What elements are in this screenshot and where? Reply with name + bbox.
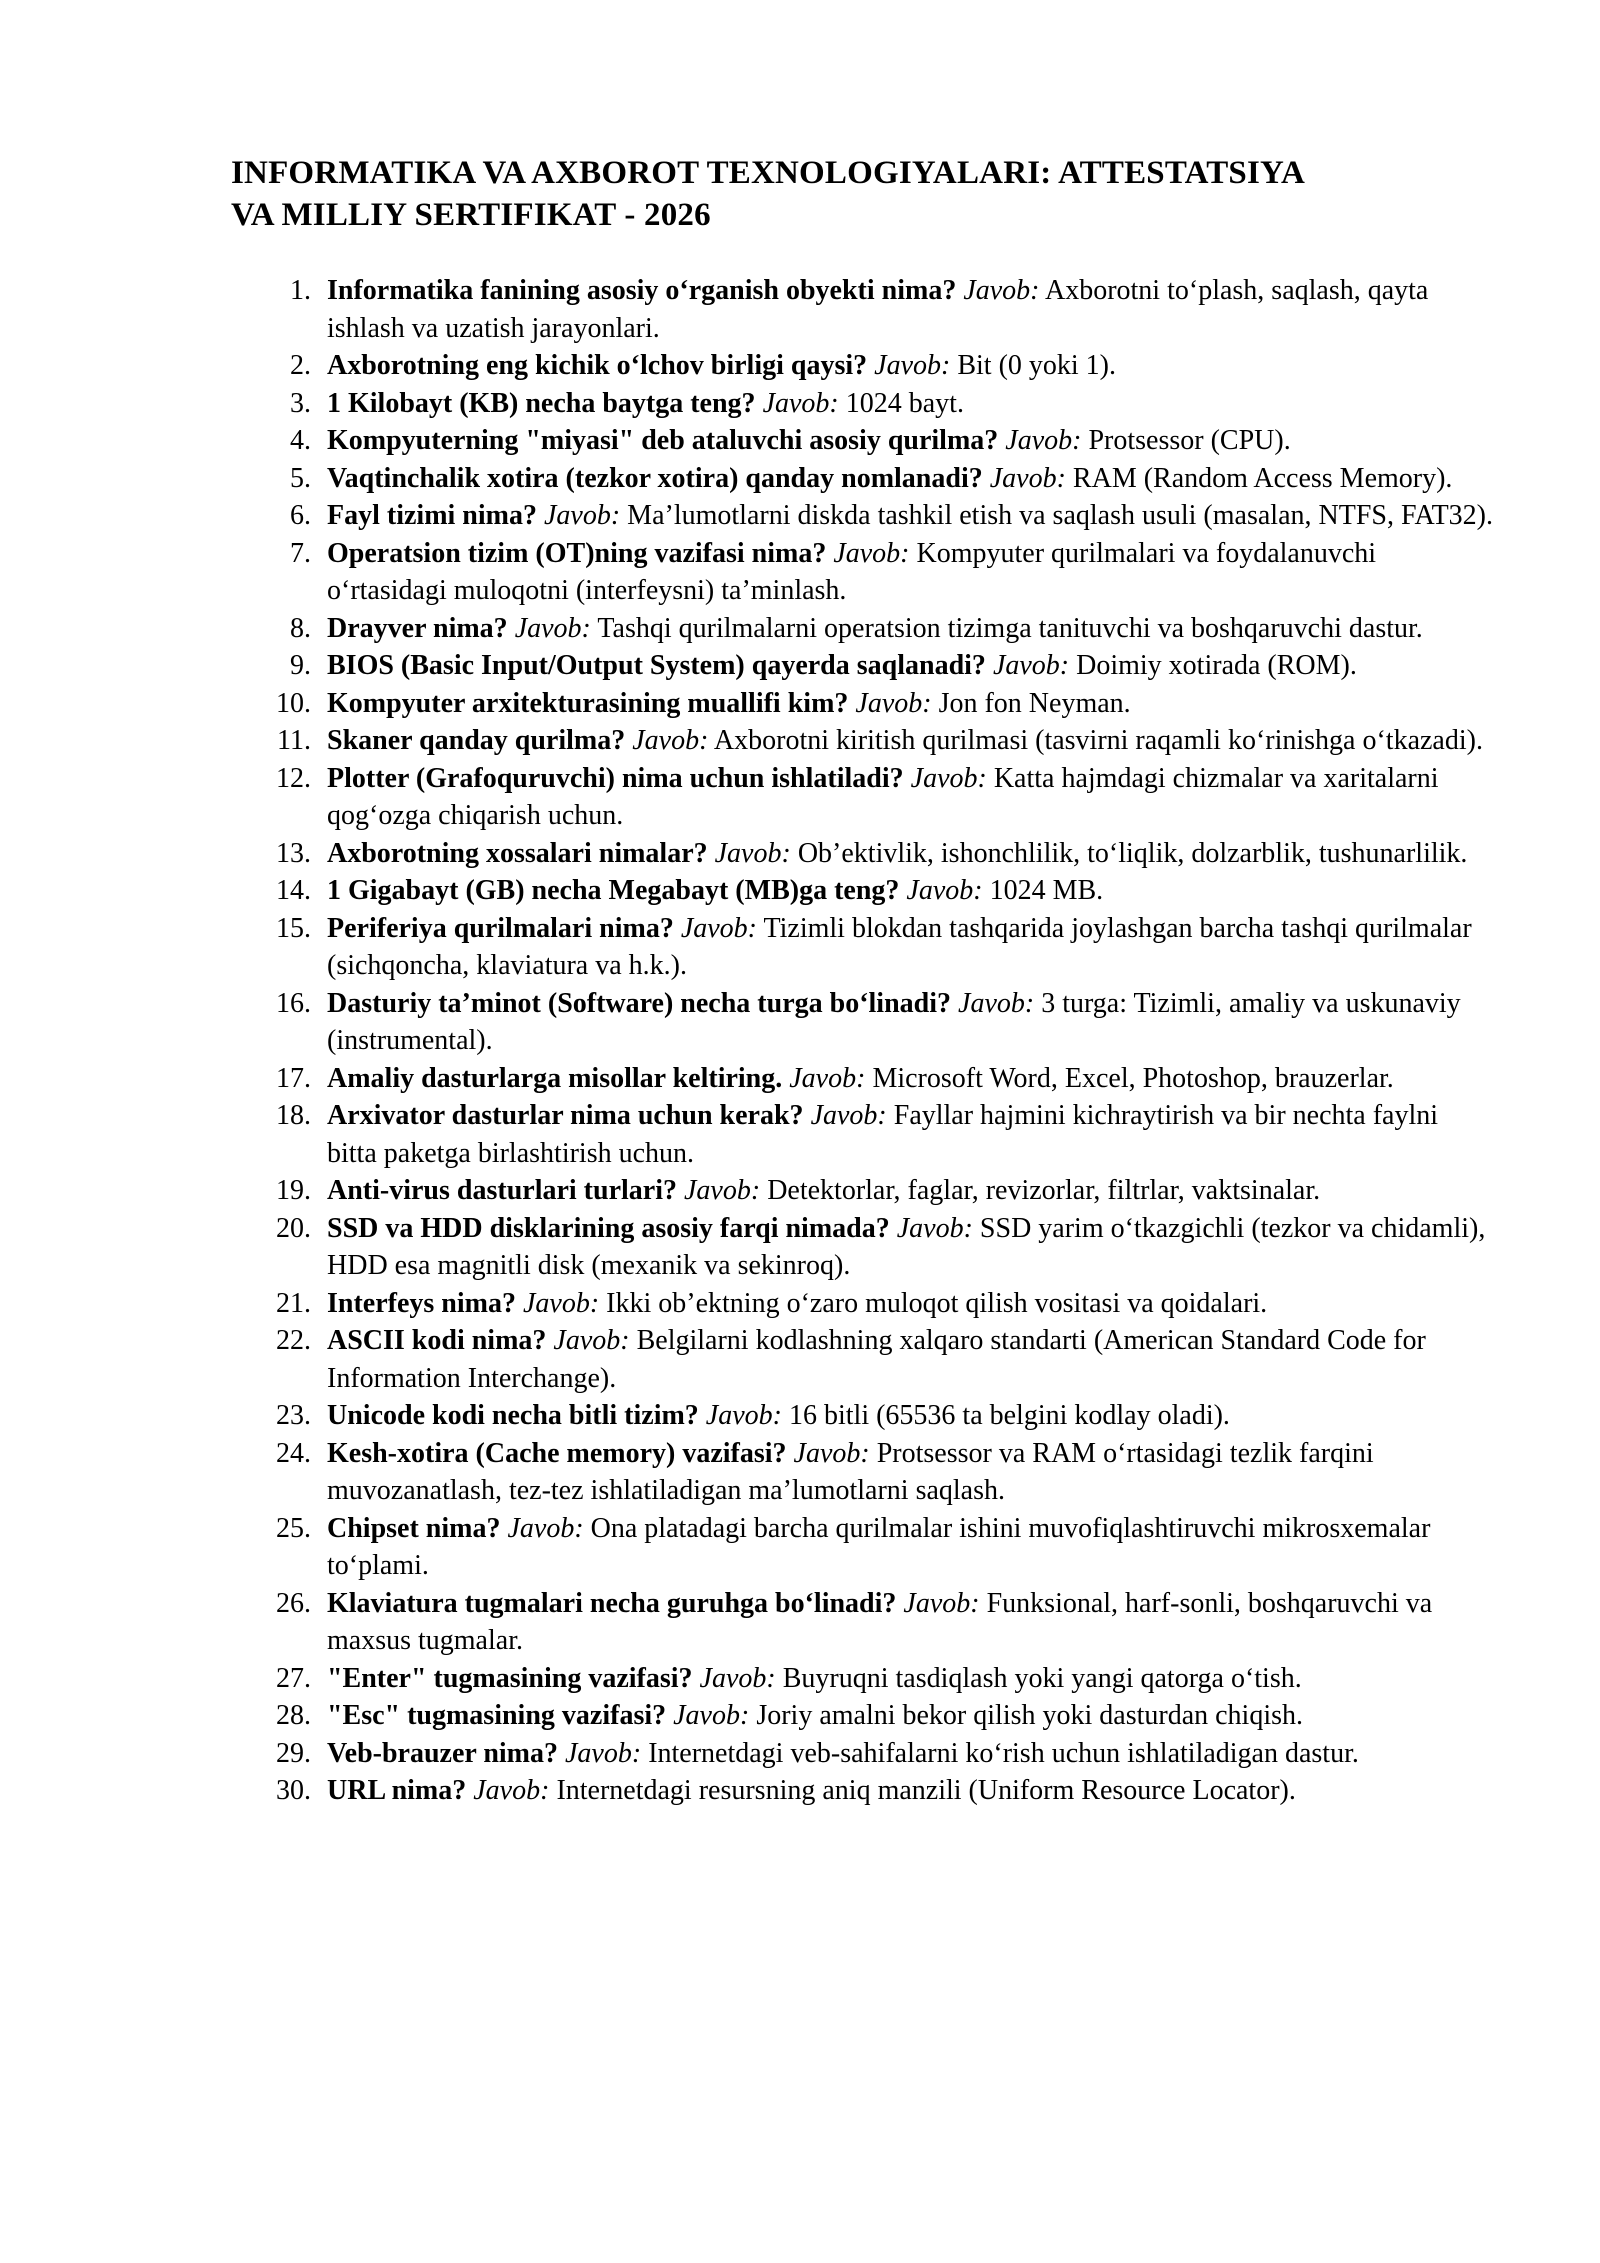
item-text: [327, 272, 1493, 347]
answer-text: Buyruqni tasdiqlash yoki yangi qatorga o‘tish.: [782, 1662, 1302, 1694]
item-number: 20.: [276, 1212, 311, 1244]
item-text: [327, 760, 1493, 835]
question-text: Dasturiy ta’minot (Software) necha turga bo‘linadi?: [327, 987, 952, 1019]
item-number: 11.: [277, 725, 311, 756]
item-number: 29.: [276, 1737, 311, 1769]
item-text: [327, 347, 1493, 385]
question-text: Unicode kodi necha bitli tizim?: [327, 1400, 699, 1431]
item-text: [327, 1510, 1493, 1585]
answer-label: Javob:: [992, 650, 1070, 681]
question-text: "Enter" tugmasining vazifasi?: [327, 1662, 693, 1694]
item-number: 8.: [290, 612, 311, 644]
answer-text: Ona platadagi barcha qurilmalar ishini muvofiqlashtiruvchi mikrosxemalar to‘plami.: [327, 1512, 1431, 1581]
question-text: Amaliy dasturlarga misollar keltiring.: [327, 1062, 783, 1094]
item-number: 26.: [276, 1587, 311, 1619]
question-text: URL nima?: [327, 1775, 467, 1806]
list-item: [231, 497, 1493, 535]
answer-label: Javob:: [896, 1212, 973, 1244]
item-number: 2.: [290, 350, 311, 381]
item-text: [327, 1772, 1493, 1810]
item-number: 14.: [276, 875, 311, 906]
question-text: 1 Kilobayt (KB) necha baytga teng?: [327, 387, 756, 419]
answer-text: Kompyuter qurilmalari va foydalanuvchi o‘rtasidagi muloqotni (interfeysni) ta’minlash.: [327, 537, 1377, 606]
answer-label: Javob:: [810, 1100, 887, 1131]
answer-label: Javob:: [680, 912, 758, 944]
answer-label: Javob:: [632, 725, 709, 756]
list-item: [231, 1772, 1493, 1810]
answer-text: Katta hajmdagi chizmalar va xaritalarni qog‘ozga chiqarish uchun.: [327, 762, 1439, 831]
answer-label: Javob:: [762, 387, 839, 419]
list-item: [231, 1585, 1493, 1660]
list-item: [231, 872, 1493, 910]
item-number: 7.: [290, 537, 311, 569]
item-number: 22.: [276, 1325, 311, 1356]
list-item: [231, 535, 1493, 610]
answer-label: Javob:: [874, 350, 951, 381]
item-number: 1.: [290, 275, 311, 306]
answer-label: Javob:: [958, 987, 1035, 1019]
answer-text: Protsessor va RAM o‘rtasidagi tezlik farqini muvozanatlash, tez-tez ishlatiladigan ma’lumotlarni saqlash.: [327, 1437, 1374, 1506]
item-text: [327, 1172, 1493, 1210]
item-text: [327, 985, 1493, 1060]
list-item: [231, 1210, 1493, 1285]
question-text: Kesh-xotira (Cache memory) vazifasi?: [327, 1437, 787, 1469]
question-text: Axborotning xossalari nimalar?: [327, 837, 708, 869]
answer-text: 3 turga: Tizimli, amaliy va uskunaviy (instrumental).: [327, 987, 1461, 1056]
answer-label: Javob:: [522, 1287, 600, 1319]
item-text: [327, 685, 1493, 723]
item-number: 4.: [290, 425, 311, 456]
item-text: [327, 610, 1493, 648]
item-text: [327, 422, 1493, 460]
answer-label: Javob:: [910, 762, 987, 794]
list-item: [231, 910, 1493, 985]
list-item: [231, 1660, 1493, 1698]
item-number: 3.: [290, 387, 311, 419]
item-text: [327, 497, 1493, 535]
item-number: 6.: [290, 500, 311, 531]
answer-label: Javob:: [906, 875, 983, 906]
list-item: [231, 685, 1493, 723]
item-number: 27.: [276, 1662, 311, 1694]
item-number: 5.: [290, 462, 311, 494]
question-text: Klaviatura tugmalari necha guruhga bo‘linadi?: [327, 1587, 897, 1619]
item-number: 19.: [276, 1175, 311, 1206]
answer-text: 1024 MB.: [989, 875, 1104, 906]
answer-label: Javob:: [473, 1775, 550, 1806]
list-item: [231, 1735, 1493, 1773]
item-text: [327, 535, 1493, 610]
answer-text: Ikki ob’ektning o‘zaro muloqot qilish vositasi va qoidalari.: [606, 1287, 1268, 1319]
item-text: [327, 1735, 1493, 1773]
answer-text: Protsessor (CPU).: [1088, 425, 1291, 456]
question-text: Drayver nima?: [327, 612, 508, 644]
answer-label: Javob:: [714, 837, 791, 869]
question-answer-list: [231, 272, 1493, 1810]
item-number: 15.: [276, 912, 311, 944]
answer-label: Javob:: [793, 1437, 870, 1469]
question-text: "Esc" tugmasining vazifasi?: [327, 1700, 667, 1731]
item-number: 13.: [276, 837, 311, 869]
item-text: [327, 1585, 1493, 1660]
item-number: 30.: [276, 1775, 311, 1806]
answer-text: Bit (0 yoki 1).: [957, 350, 1116, 381]
item-text: [327, 460, 1493, 498]
question-text: Kompyuter arxitekturasining muallifi kim?: [327, 687, 849, 719]
list-item: [231, 422, 1493, 460]
answer-text: Tizimli blokdan tashqarida joylashgan barcha tashqi qurilmalar (sichqoncha, klaviatura va h.k.).: [327, 912, 1472, 981]
question-text: Anti-virus dasturlari turlari?: [327, 1175, 677, 1206]
list-item: [231, 1435, 1493, 1510]
question-text: 1 Gigabayt (GB) necha Megabayt (MB)ga teng?: [327, 875, 900, 906]
item-number: 9.: [290, 650, 311, 681]
question-text: Operatsion tizim (OT)ning vazifasi nima?: [327, 537, 827, 569]
answer-text: Belgilarni kodlashning xalqaro standarti (American Standard Code for Information Interchange).: [327, 1325, 1426, 1394]
item-text: [327, 1697, 1493, 1735]
answer-label: Javob:: [963, 275, 1040, 306]
answer-text: RAM (Random Access Memory).: [1072, 462, 1453, 494]
answer-label: Javob:: [903, 1587, 980, 1619]
answer-text: 16 bitli (65536 ta belgini kodlay oladi).: [788, 1400, 1230, 1431]
item-text: [327, 910, 1493, 985]
list-item: [231, 835, 1493, 873]
item-text: [327, 647, 1493, 685]
item-text: [327, 1322, 1493, 1397]
item-text: [327, 1285, 1493, 1323]
list-item: [231, 1097, 1493, 1172]
answer-text: Joriy amalni bekor qilish yoki dasturdan chiqish.: [756, 1700, 1304, 1731]
answer-label: Javob:: [507, 1512, 584, 1544]
list-item: [231, 985, 1493, 1060]
item-text: [327, 385, 1493, 423]
answer-label: Javob:: [565, 1737, 642, 1769]
answer-label: Javob:: [833, 537, 910, 569]
question-text: Interfeys nima?: [327, 1287, 516, 1319]
item-number: 16.: [276, 987, 311, 1019]
title-line-2: VA MILLIY SERTIFIKAT - 2026: [231, 197, 711, 233]
question-text: Kompyuterning "miyasi" deb ataluvchi asosiy qurilma?: [327, 425, 999, 456]
list-item: [231, 460, 1493, 498]
answer-text: Doimiy xotirada (ROM).: [1076, 650, 1357, 681]
question-text: Plotter (Grafoquruvchi) nima uchun ishlatiladi?: [327, 762, 904, 794]
question-text: Axborotning eng kichik o‘lchov birligi qaysi?: [327, 350, 868, 381]
list-item: [231, 272, 1493, 347]
question-text: Skaner qanday qurilma?: [327, 725, 626, 756]
question-text: Arxivator dasturlar nima uchun kerak?: [327, 1100, 804, 1131]
answer-text: Jon fon Neyman.: [938, 687, 1131, 719]
question-text: Periferiya qurilmalari nima?: [327, 912, 674, 944]
answer-label: Javob:: [684, 1175, 761, 1206]
item-text: [327, 1097, 1493, 1172]
list-item: [231, 385, 1493, 423]
answer-label: Javob:: [553, 1325, 630, 1356]
answer-text: Internetdagi veb-sahifalarni ko‘rish uchun ishlatiladigan dastur.: [648, 1737, 1359, 1769]
item-number: 23.: [276, 1400, 311, 1431]
list-item: [231, 1060, 1493, 1098]
answer-text: Microsoft Word, Excel, Photoshop, brauzerlar.: [872, 1062, 1394, 1094]
title-line-1: INFORMATIKA VA AXBOROT TEXNOLOGIYALARI: ATTESTATSIYA: [231, 155, 1306, 191]
item-number: 28.: [276, 1700, 311, 1731]
item-text: [327, 872, 1493, 910]
list-item: [231, 1285, 1493, 1323]
answer-text: Ma’lumotlarni diskda tashkil etish va saqlash usuli (masalan, NTFS, FAT32).: [627, 500, 1493, 531]
item-text: [327, 1660, 1493, 1698]
answer-text: 1024 bayt.: [845, 387, 964, 419]
item-number: 12.: [276, 762, 311, 794]
list-item: [231, 760, 1493, 835]
answer-label: Javob:: [543, 500, 621, 531]
answer-text: Detektorlar, faglar, revizorlar, filtrlar, vaktsinalar.: [767, 1175, 1321, 1206]
item-number: 18.: [276, 1100, 311, 1131]
answer-label: Javob:: [789, 1062, 866, 1094]
answer-label: Javob:: [855, 687, 932, 719]
answer-text: Axborotni to‘plash, saqlash, qayta ishlash va uzatish jarayonlari.: [327, 275, 1429, 344]
list-item: [231, 1322, 1493, 1397]
answer-text: Internetdagi resursning aniq manzili (Uniform Resource Locator).: [556, 1775, 1296, 1806]
question-text: Informatika fanining asosiy o‘rganish obyekti nima?: [327, 275, 957, 306]
answer-text: Axborotni kiritish qurilmasi (tasvirni raqamli ko‘rinishga o‘tkazadi).: [713, 725, 1483, 756]
list-item: [231, 1510, 1493, 1585]
question-text: Veb-brauzer nima?: [327, 1737, 558, 1769]
list-item: [231, 1172, 1493, 1210]
item-text: [327, 835, 1493, 873]
item-text: [327, 1210, 1493, 1285]
list-item: [231, 610, 1493, 648]
item-text: [327, 1060, 1493, 1098]
list-item: [231, 1397, 1493, 1435]
item-text: [327, 1435, 1493, 1510]
item-number: 24.: [276, 1437, 311, 1469]
question-text: ASCII kodi nima?: [327, 1325, 547, 1356]
item-text: [327, 1397, 1493, 1435]
answer-text: Fayllar hajmini kichraytirish va bir nechta faylni bitta paketga birlashtirish uchun.: [327, 1100, 1439, 1169]
question-text: Fayl tizimi nima?: [327, 500, 537, 531]
item-number: 17.: [276, 1062, 311, 1094]
list-item: [231, 1697, 1493, 1735]
item-number: 25.: [276, 1512, 311, 1544]
item-number: 10.: [276, 687, 311, 719]
answer-label: Javob:: [673, 1700, 750, 1731]
answer-text: SSD yarim o‘tkazgichli (tezkor va chidamli), HDD esa magnitli disk (mexanik va sekinroq).: [327, 1212, 1486, 1281]
answer-label: Javob:: [989, 462, 1066, 494]
item-number: 21.: [276, 1287, 311, 1319]
list-item: [231, 347, 1493, 385]
answer-label: Javob:: [514, 612, 591, 644]
list-item: [231, 647, 1493, 685]
answer-label: Javob:: [699, 1662, 776, 1694]
answer-text: Tashqi qurilmalarni operatsion tizimga tanituvchi va boshqaruvchi dastur.: [597, 612, 1423, 644]
document-title: [231, 152, 1491, 236]
question-text: Vaqtinchalik xotira (tezkor xotira) qanday nomlanadi?: [327, 462, 983, 494]
question-text: SSD va HDD disklarining asosiy farqi nimada?: [327, 1212, 890, 1244]
question-text: Chipset nima?: [327, 1512, 501, 1544]
answer-label: Javob:: [705, 1400, 782, 1431]
answer-label: Javob:: [1005, 425, 1082, 456]
question-text: BIOS (Basic Input/Output System) qayerda saqlanadi?: [327, 650, 986, 681]
answer-text: Funksional, harf-sonli, boshqaruvchi va maxsus tugmalar.: [327, 1587, 1433, 1656]
item-text: [327, 722, 1493, 760]
list-item: [231, 722, 1493, 760]
answer-text: Ob’ektivlik, ishonchlilik, to‘liqlik, dolzarblik, tushunarlilik.: [797, 837, 1468, 869]
